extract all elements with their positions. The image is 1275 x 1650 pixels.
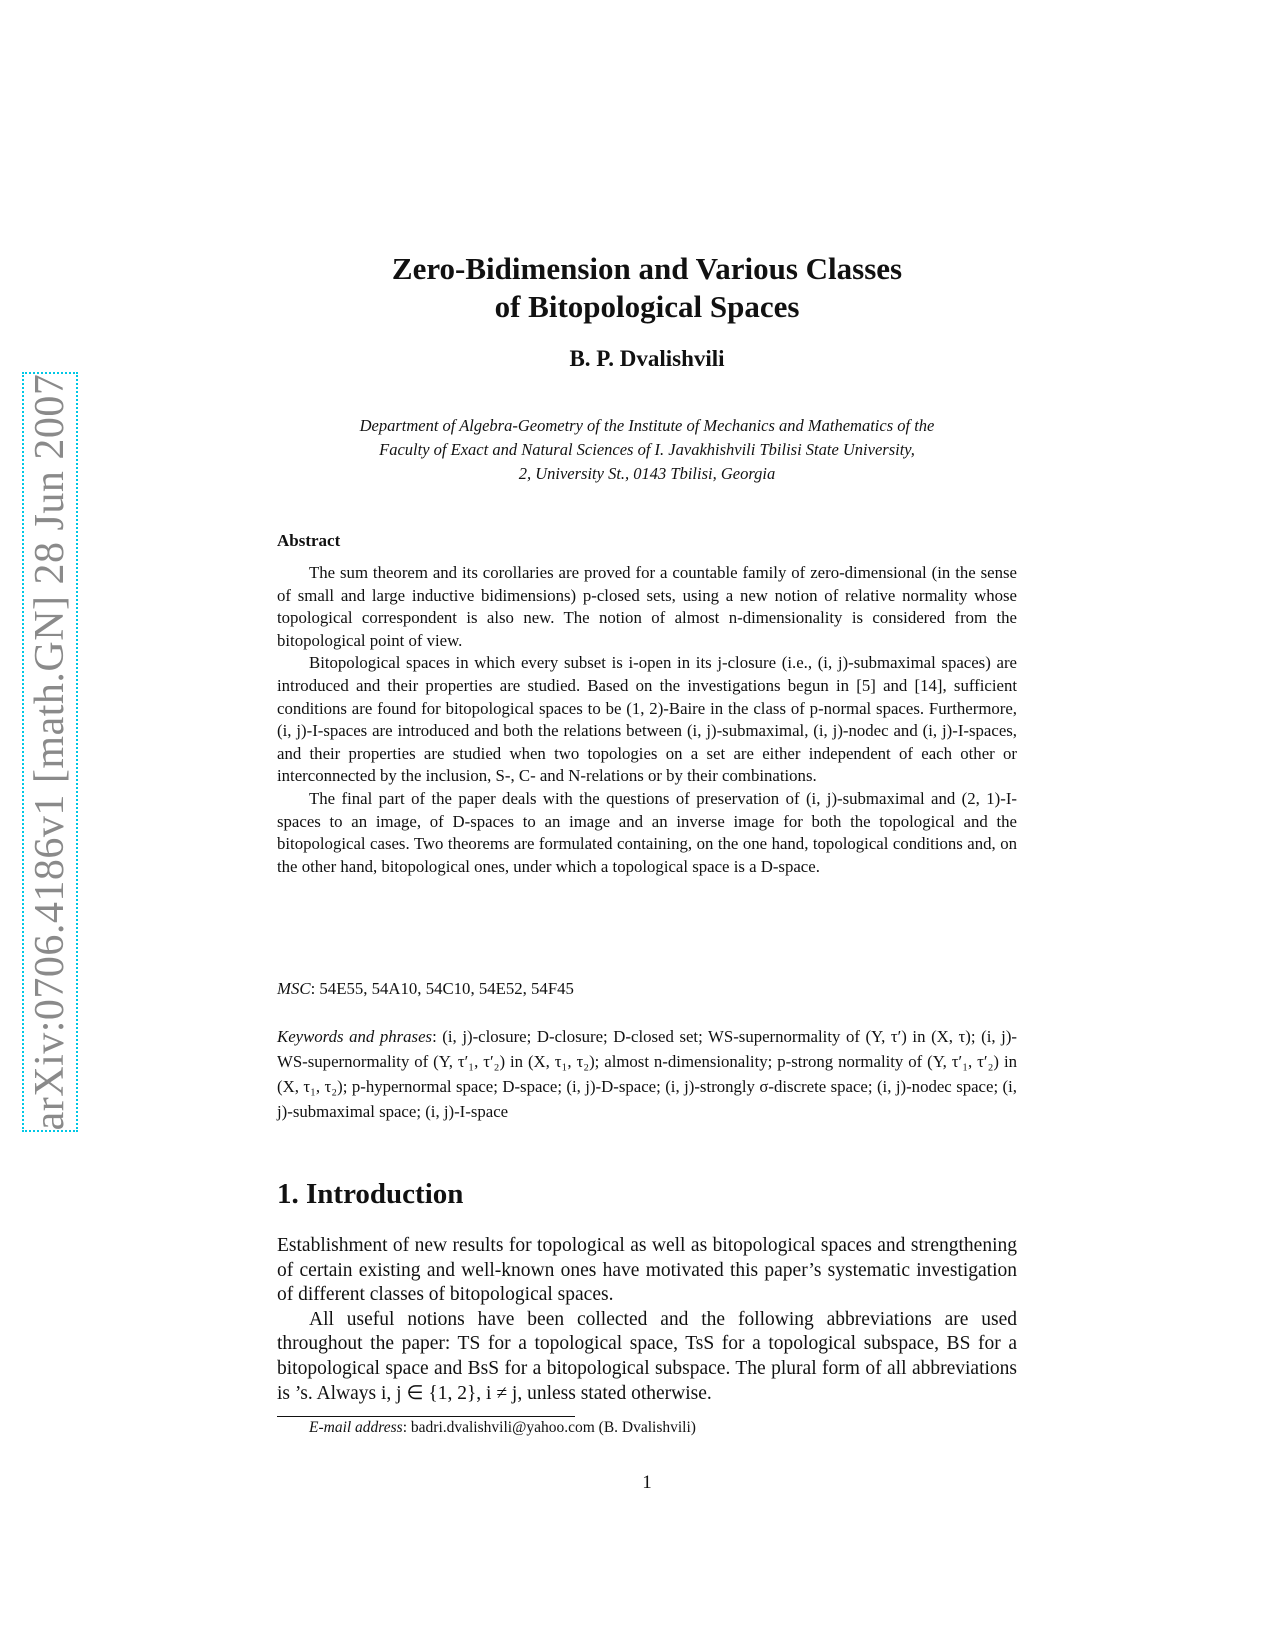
footnote-email[interactable]: : badri.dvalishvili@yahoo.com (B. Dvalishvili)	[402, 1419, 696, 1436]
abstract-paragraph: Bitopological spaces in which every subset is i-open in its j-closure (i.e., (i, j)-submaximal spaces) are introduced and their properties are studied. Based on the investigations begun in [5] and [14], sufficient conditions are found for bitopological spaces to be (1, 2)-Baire in the class of p-normal spaces. Furthermore, (i, j)-I-spaces are introduced and both the relations between (i, j)-submaximal, (i, j)-nodec and (i, j)-I-spaces, and their properties are studied when two topologies on a set are either independent of each other or interconnected by the inclusion, S-, C- and N-relations or by their combinations.	[277, 653, 1017, 786]
affiliation	[277, 414, 1017, 486]
affiliation-line: Faculty of Exact and Natural Sciences of I. Javakhishvili Tbilisi State University,	[379, 440, 915, 459]
introduction-paragraph: Establishment of new results for topological as well as bitopological spaces and strengthening of certain existing and well-known ones have motivated this paper’s systematic investigation of different classes of bitopological spaces.	[277, 1235, 1017, 1306]
msc-codes: : 54E55, 54A10, 54C10, 54E52, 54F45	[310, 979, 574, 998]
footnote-divider	[277, 1416, 575, 1417]
paper-title	[277, 250, 1017, 326]
abstract-paragraph: The sum theorem and its corollaries are proved for a countable family of zero-dimensional (in the sense of small and large inductive bidimensions) p-closed sets, using a new notion of relative normality whose topological correspondent is also new. The notion of almost n-dimensionality is considered from the bitopological point of view.	[277, 563, 1017, 650]
title-line: of Bitopological Spaces	[494, 289, 800, 324]
msc-label: MSC	[277, 979, 311, 998]
author-name: B. P. Dvalishvili	[569, 346, 725, 371]
keywords-text: : (i, j)-closure; D-closure; D-closed set; WS-supernormality of (Y, τ′) in (X, τ); (i, j)-WS-supernormality of (Y, τ′₁, τ′₂) in (X, τ₁, τ₂); almost n-dimensionality; p-strong normality of (Y, τ′₁, τ′₂) in (X, τ₁, τ₂); p-hypernormal space; D-space; (i, j)-D-space; (i, j)-strongly σ-discrete space; (i, j)-nodec space; (i, j)-submaximal space; (i, j)-I-space	[277, 1027, 1017, 1121]
affiliation-line: Department of Algebra-Geometry of the Institute of Mechanics and Mathematics of the	[359, 416, 935, 435]
abstract-body	[277, 562, 1017, 878]
arxiv-identifier: arXiv:0706.4186v1 [math.GN] 28 Jun 2007	[27, 373, 73, 1131]
section-heading-introduction: 1. Introduction	[277, 1178, 464, 1210]
introduction-paragraph: All useful notions have been collected and the following abbreviations are used throughout the paper: TS for a topological space, TsS for a topological subspace, BS for a bitopological space and BsS for a bitopological subspace. The plural form of all abbreviations is ’s. Always i, j ∈ {1, 2}, i ≠ j, unless stated otherwise.	[277, 1308, 1017, 1404]
keywords	[277, 1024, 1017, 1124]
title-line: Zero-Bidimension and Various Classes	[391, 251, 903, 286]
abstract-heading: Abstract	[277, 531, 341, 550]
keywords-label: Keywords and phrases	[277, 1027, 433, 1046]
introduction-body	[277, 1234, 1017, 1406]
msc-classification	[277, 979, 1017, 999]
page-number: 1	[642, 1472, 652, 1493]
arxiv-side-stamp	[22, 372, 78, 1132]
footnote-label: E-mail address	[309, 1419, 403, 1436]
footnote	[309, 1419, 696, 1437]
abstract-paragraph: The final part of the paper deals with the questions of preservation of (i, j)-submaximal and (2, 1)-I-spaces to an image, of D-spaces to an image and an inverse image for both the topological and the bitopological cases. Two theorems are formulated containing, on the one hand, topological conditions and, on the other hand, bitopological ones, under which a topological space is a D-space.	[277, 788, 1017, 876]
affiliation-line: 2, University St., 0143 Tbilisi, Georgia	[518, 464, 776, 483]
